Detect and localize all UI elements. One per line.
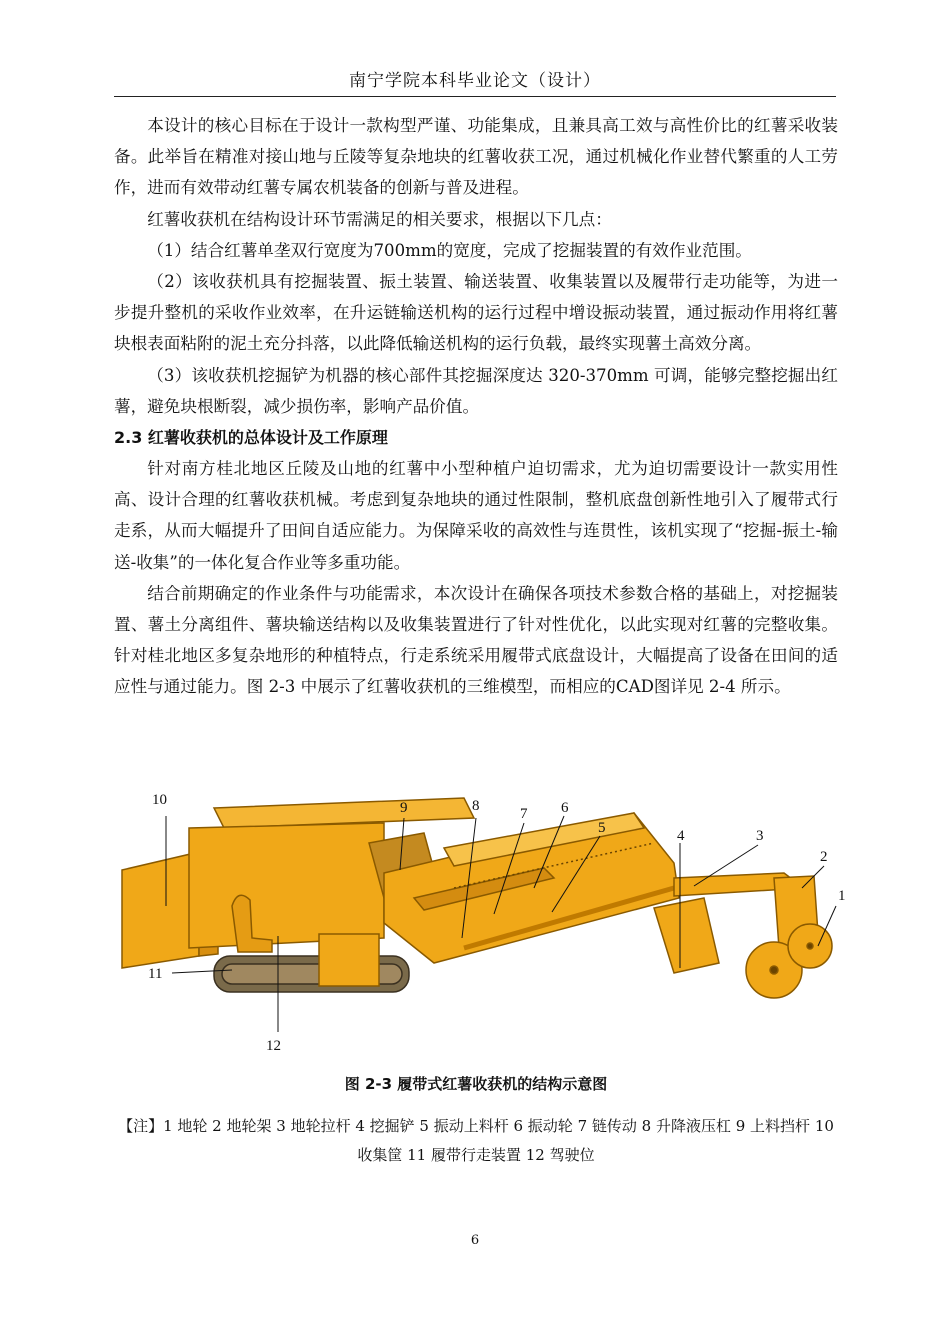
control-box xyxy=(319,934,379,986)
harvester-figure xyxy=(114,788,854,1058)
harvester-illustration xyxy=(114,788,854,1058)
figure-label: 10 xyxy=(152,792,167,808)
figure-label: 6 xyxy=(561,800,569,816)
collection-basket xyxy=(122,852,199,968)
figure-label: 12 xyxy=(266,1038,281,1054)
figure-label: 8 xyxy=(472,798,480,814)
page-number: 6 xyxy=(470,1233,480,1248)
digging-shovel xyxy=(654,898,719,973)
paragraph: 本设计的核心目标在于设计一款构型严谨、功能集成，且兼具高工效与高性价比的红薯采收装备。此举旨在精准对接山地与丘陵等复杂地块的红薯收获工况，通过机械化作业替代繁重的人工劳作，进而有效带动红薯专属农机装备的创新与普及进程。 xyxy=(114,116,838,198)
figure-label: 9 xyxy=(400,800,408,816)
requirement-item: （3）该收获机挖掘铲为机器的核心部件其挖掘深度达 320-370mm 可调，能够完整挖掘出红薯，避免块根断裂，减少损伤率，影响产品价值。 xyxy=(114,365,838,416)
figure-note: 【注】1 地轮 2 地轮架 3 地轮拉杆 4 挖掘铲 5 振动上料杆 6 振动轮 7 链传动 8 升降液压杠 9 上料挡杆 10 收集筐 11 履带行走装置 12 驾驶位 xyxy=(118,1117,834,1164)
figure-caption: 图 2-3 履带式红薯收获机的结构示意图 xyxy=(344,1075,608,1093)
figure-label: 7 xyxy=(520,806,528,822)
figure-label: 3 xyxy=(756,828,764,844)
section-heading: 2.3 红薯收获机的总体设计及工作原理 xyxy=(114,428,388,448)
figure-label: 5 xyxy=(598,820,606,836)
paragraph: 红薯收获机在结构设计环节需满足的相关要求，根据以下几点： xyxy=(147,209,612,229)
paragraph: 结合前期确定的作业条件与功能需求，本次设计在确保各项技术参数合格的基础上，对挖掘装置、薯土分离组件、薯块输送结构以及收集装置进行了针对性优化，以此实现对红薯的完整收集。针对桂北地区多复杂地形的种植特点，行走系统采用履带式底盘设计，大幅提高了设备在田间的适应性与通过能力。图 2-3 中展示了红薯收获机的三维模型，而相应的CAD图详见 2-4 所示。 xyxy=(114,583,838,697)
page-header xyxy=(114,66,836,97)
requirement-item: （2）该收获机具有挖掘装置、振土装置、输送装置、收集装置以及履带行走功能等，为进一步提升整机的采收作业效率，在升运链输送机构的运行过程中增设振动装置，通过振动作用将红薯块根表面粘附的泥土充分抖落，以此降低输送机构的运行负载，最终实现薯土高效分离。 xyxy=(114,272,838,354)
figure-label: 1 xyxy=(838,888,846,904)
figure-label: 11 xyxy=(148,966,163,982)
requirement-item: （1）结合红薯单垄双行宽度为700mm的宽度，完成了挖掘装置的有效作业范围。 xyxy=(147,240,752,260)
header-title: 南宁学院本科毕业论文（设计） xyxy=(349,71,601,91)
paragraph: 针对南方桂北地区丘陵及山地的红薯中小型种植户迫切需求，尤为迫切需要设计一款实用性高、设计合理的红薯收获机械。考虑到复杂地块的通过性限制，整机底盘创新性地引入了履带式行走系，从而大幅提升了田间自适应能力。为保障采收的高效性与连贯性，该机实现了“挖掘-振土-输送-收集”的一体化复合作业等多重功能。 xyxy=(114,459,838,572)
body-text xyxy=(114,110,838,703)
figure-label: 2 xyxy=(820,849,828,865)
figure-label: 4 xyxy=(677,828,685,844)
